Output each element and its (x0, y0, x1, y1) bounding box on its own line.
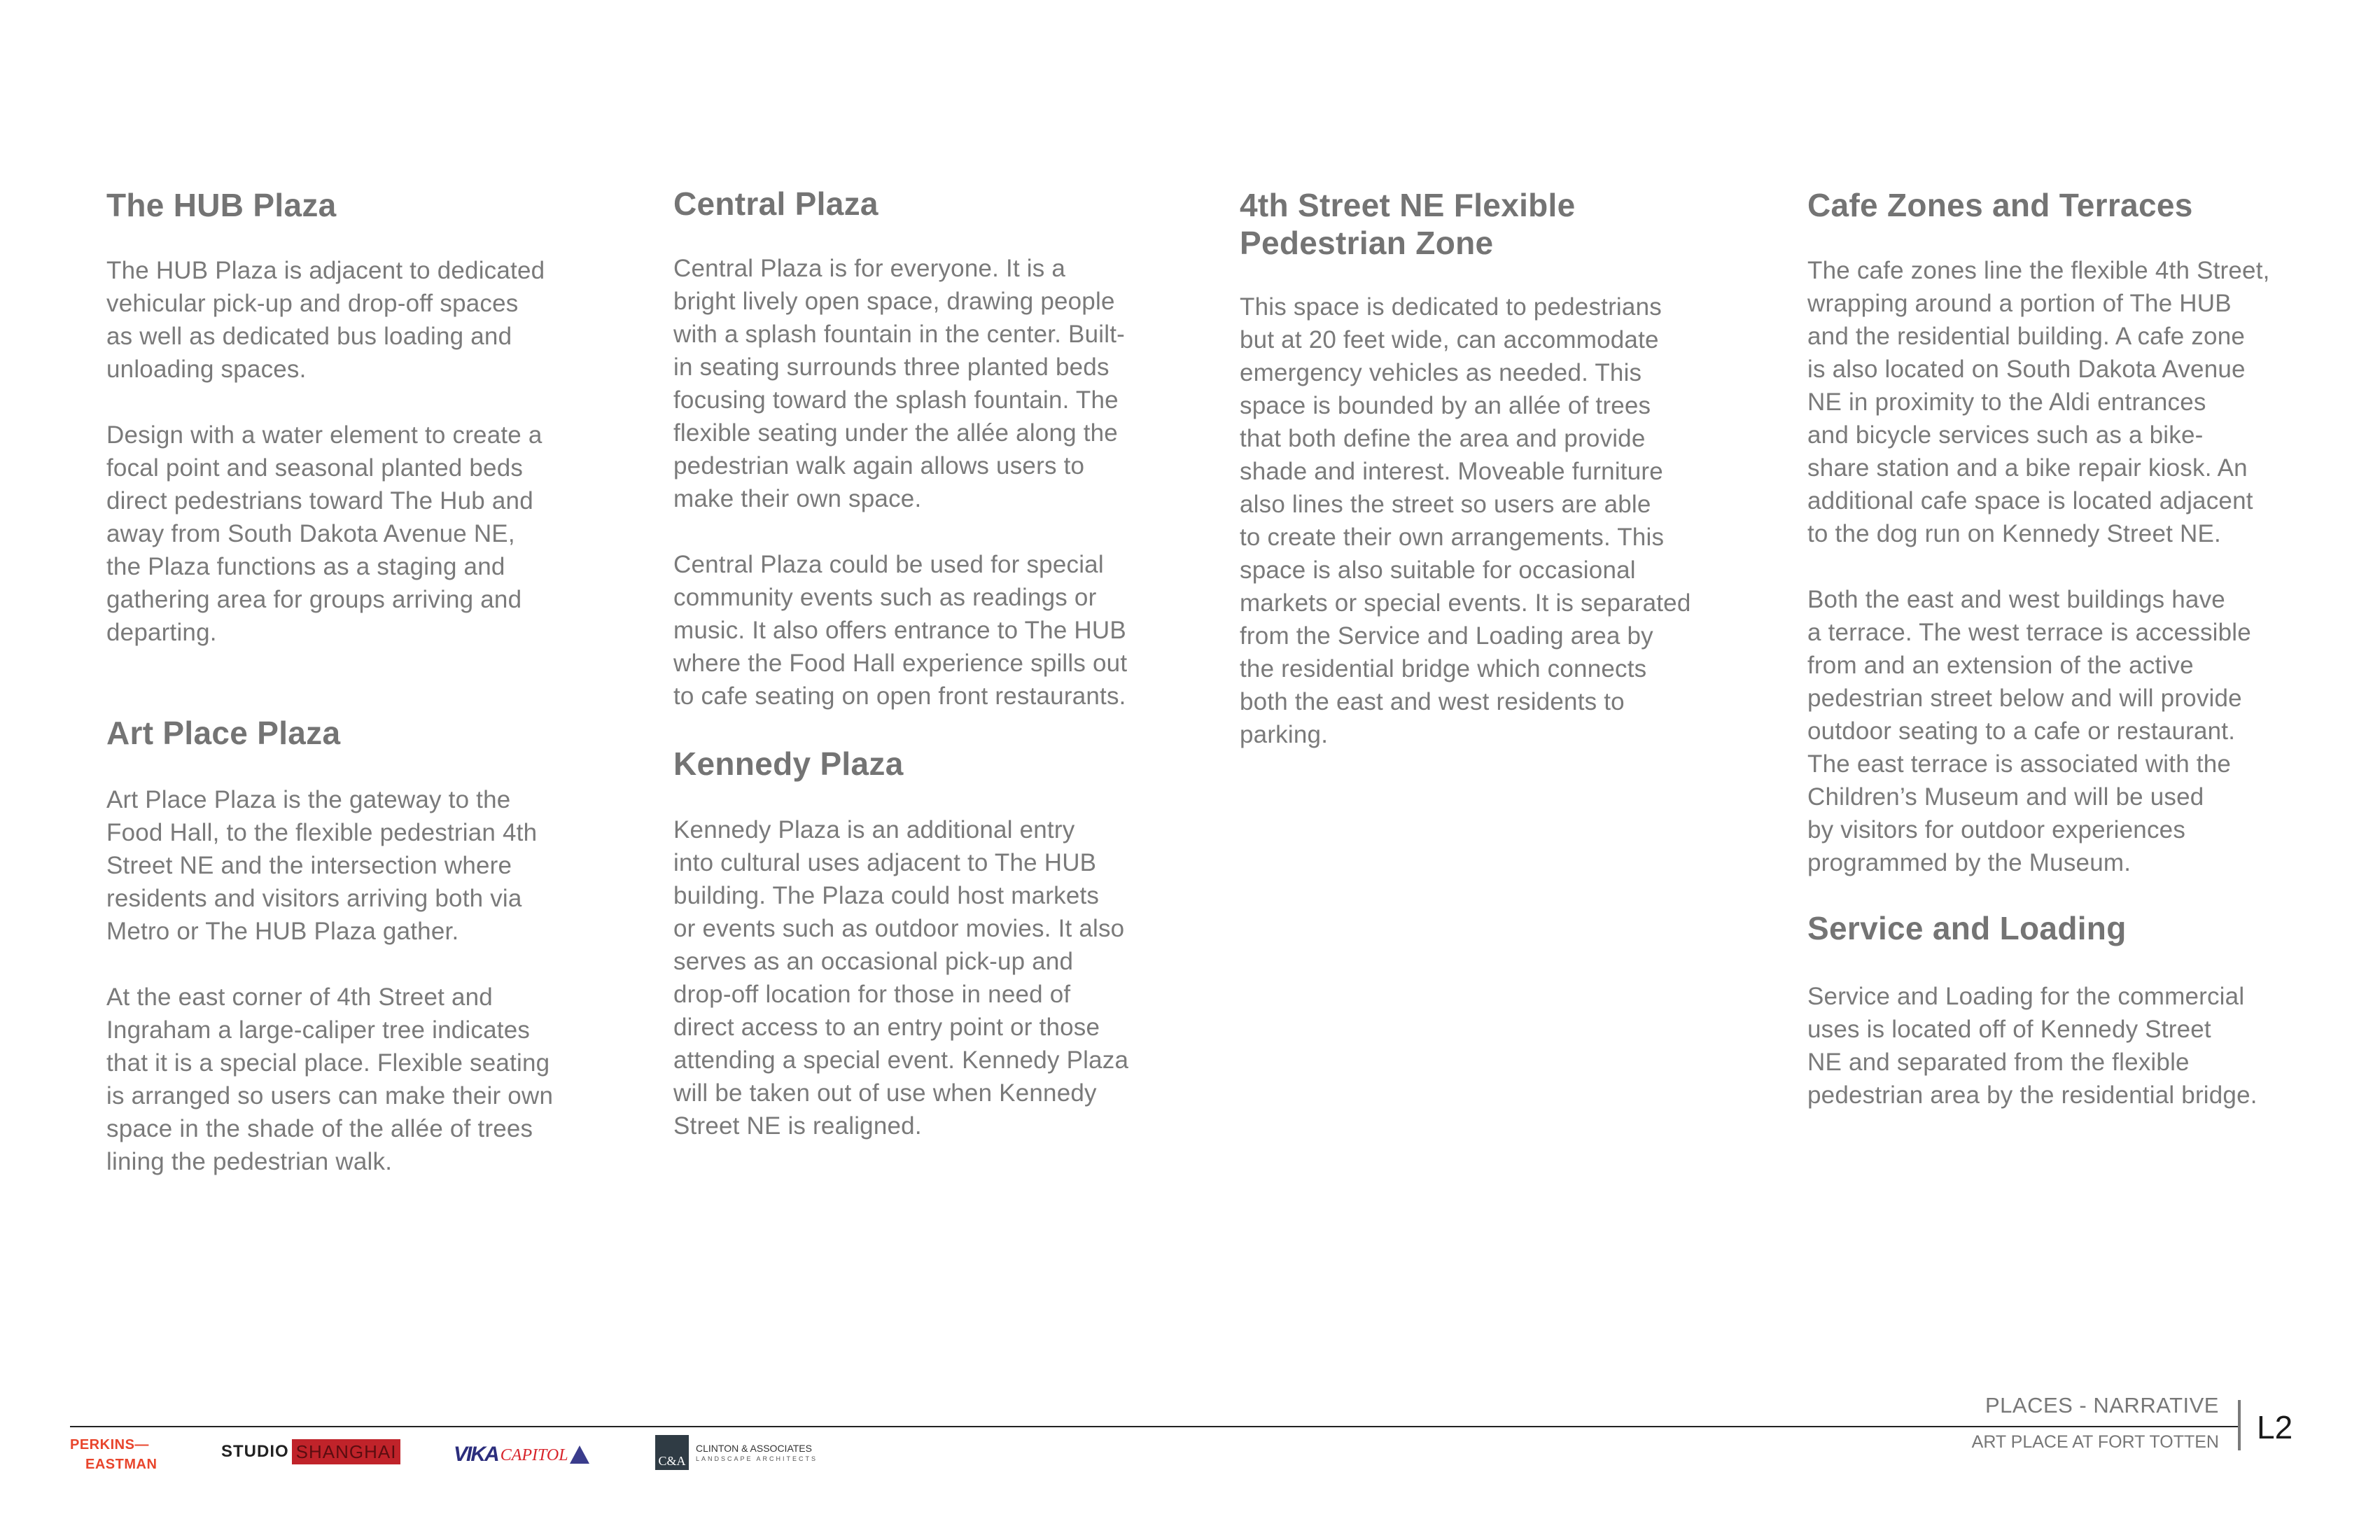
text-line: in seating surrounds three planted beds (673, 354, 1110, 381)
text-line: direct access to an entry point or those (673, 1014, 1100, 1041)
section-body (106, 783, 553, 1178)
text-line: residents and visitors arriving both via (106, 885, 522, 912)
text-line: gathering area for groups arriving and (106, 586, 522, 613)
section-body (1807, 254, 2270, 879)
studio-shanghai-logo (221, 1440, 400, 1464)
text-line: Service and Loading for the commercial (1807, 983, 2245, 1010)
section-cafe-zones-and-terraces (1807, 186, 2270, 879)
text-line: additional cafe space is located adjacent (1807, 487, 2253, 514)
text-line: Street NE is realigned. (673, 1112, 922, 1140)
text-line: pedestrian walk again allows users to (673, 452, 1085, 479)
text-line: The cafe zones line the flexible 4th Street, (1807, 257, 2270, 284)
section-heading (106, 714, 553, 752)
text-line: into cultural uses adjacent to The HUB (673, 849, 1097, 876)
text-line: share station and a bike repair kiosk. An (1807, 454, 2248, 482)
text-line: will be taken out of use when Kennedy (673, 1079, 1097, 1107)
text-line: unloading spaces. (106, 356, 307, 383)
text-line: wrapping around a portion of The HUB (1807, 290, 2232, 317)
footer-project-name: ART PLACE AT FORT TOTTEN (1971, 1432, 2219, 1452)
text-line: departing. (106, 619, 217, 646)
text-line: away from South Dakota Avenue NE, (106, 520, 515, 547)
text-line: flexible seating under the allée along the (673, 419, 1118, 447)
paragraph (673, 813, 1128, 1142)
text-line: Central Plaza could be used for special (673, 551, 1104, 578)
text-line: attending a special event. Kennedy Plaza (673, 1046, 1129, 1074)
clinton-logo-text (696, 1443, 818, 1462)
text-line: Street NE and the intersection where (106, 852, 512, 879)
text-line: Design with a water element to create a (106, 421, 542, 449)
text-line: also lines the street so users are able (1240, 491, 1651, 518)
text-line: focusing toward the splash fountain. The (673, 386, 1119, 414)
capitol-dome-icon (570, 1446, 589, 1464)
section-heading (1807, 909, 2258, 947)
text-line: serves as an occasional pick-up and (673, 948, 1074, 975)
text-line: Ingraham a large-caliper tree indicates (106, 1016, 531, 1044)
perkins-eastman-logo-line2: EASTMAN (85, 1457, 158, 1472)
text-line: NE and separated from the flexible (1807, 1049, 2190, 1076)
paragraph (1240, 290, 1691, 751)
page-number: L2 (2257, 1409, 2293, 1446)
perkins-eastman-logo-line1: PERKINS— (70, 1437, 149, 1452)
footer-vertical-divider (2238, 1400, 2241, 1450)
text-line: programmed by the Museum. (1807, 849, 2132, 876)
text-line: the Plaza functions as a staging and (106, 553, 505, 580)
section-heading-line: The HUB Plaza (106, 187, 337, 223)
text-line: markets or special events. It is separated (1240, 589, 1691, 617)
paragraph (1807, 980, 2258, 1112)
text-line: pedestrian street below and will provide (1807, 685, 2242, 712)
text-line: space is also suitable for occasional (1240, 556, 1636, 584)
section-kennedy-plaza (673, 745, 1128, 1142)
text-line: building. The Plaza could host markets (673, 882, 1100, 909)
section-heading (1807, 186, 2270, 224)
paragraph (106, 254, 545, 386)
vika-logo-mark: VIKA (454, 1443, 498, 1466)
text-line: a terrace. The west terrace is accessible (1807, 619, 2251, 646)
paragraph (1807, 254, 2270, 550)
section-central-plaza (673, 185, 1127, 713)
text-line: and the residential building. A cafe zone (1807, 323, 2246, 350)
capitol-logo-text: CAPITOL (500, 1446, 568, 1464)
paragraph (106, 981, 553, 1178)
text-line: make their own space. (673, 485, 922, 512)
text-line: vehicular pick-up and drop-off spaces (106, 290, 519, 317)
text-line: bright lively open space, drawing people (673, 288, 1115, 315)
text-line: uses is located off of Kennedy Street (1807, 1016, 2211, 1043)
section-art-place-plaza (106, 714, 553, 1178)
footer-divider (70, 1426, 2239, 1427)
text-line: space in the shade of the allée of trees (106, 1115, 533, 1142)
text-line: that both define the area and provide (1240, 425, 1646, 452)
section-heading-line: Kennedy Plaza (673, 746, 904, 782)
text-line: and bicycle services such as a bike- (1807, 421, 2204, 449)
text-line: from and an extension of the active (1807, 652, 2194, 679)
text-line: is also located on South Dakota Avenue (1807, 356, 2246, 383)
text-line: space is bounded by an allée of trees (1240, 392, 1651, 419)
footer-section-title: PLACES - NARRATIVE (1984, 1393, 2219, 1418)
text-line: is arranged so users can make their own (106, 1082, 554, 1110)
text-line: direct pedestrians toward The Hub and (106, 487, 533, 514)
clinton-associates-logo (655, 1435, 818, 1470)
perkins-eastman-logo (70, 1435, 157, 1474)
vika-capitol-logo (454, 1442, 589, 1466)
text-line: where the Food Hall experience spills out (673, 650, 1128, 677)
paragraph (1807, 583, 2270, 879)
text-line: Art Place Plaza is the gateway to the (106, 786, 511, 813)
text-line: shade and interest. Moveable furniture (1240, 458, 1663, 485)
section-heading (673, 185, 1127, 223)
text-line: emergency vehicles as needed. This (1240, 359, 1642, 386)
text-line: both the east and west residents to (1240, 688, 1625, 715)
section-body (1807, 980, 2258, 1112)
text-line: with a splash fountain in the center. Built- (673, 321, 1126, 348)
text-line: parking. (1240, 721, 1329, 748)
text-line: pedestrian area by the residential bridge. (1807, 1082, 2258, 1109)
studio-shanghai-logo-studio: STUDIO (221, 1442, 289, 1461)
text-line: Food Hall, to the flexible pedestrian 4th (106, 819, 538, 846)
text-line: Both the east and west buildings have (1807, 586, 2225, 613)
text-line: outdoor seating to a cafe or restaurant. (1807, 718, 2236, 745)
text-line: lining the pedestrian walk. (106, 1148, 393, 1175)
section-body (673, 252, 1127, 713)
section-body (1240, 290, 1691, 751)
text-line: drop-off location for those in need of (673, 981, 1071, 1008)
text-line: NE in proximity to the Aldi entrances (1807, 388, 2206, 416)
text-line: but at 20 feet wide, can accommodate (1240, 326, 1659, 354)
text-line: The east terrace is associated with the (1807, 750, 2232, 778)
text-line: Children’s Museum and will be used (1807, 783, 2204, 811)
text-line: At the east corner of 4th Street and (106, 983, 493, 1011)
section-heading-line: Pedestrian Zone (1240, 225, 1494, 261)
paragraph (673, 548, 1127, 713)
section-body (673, 813, 1128, 1142)
text-line: Metro or The HUB Plaza gather. (106, 918, 459, 945)
text-line: focal point and seasonal planted beds (106, 454, 524, 482)
section-heading (673, 745, 1128, 783)
section-heading-line: Central Plaza (673, 186, 878, 222)
paragraph (673, 252, 1127, 515)
text-line: to the dog run on Kennedy Street NE. (1807, 520, 2221, 547)
text-line: This space is dedicated to pedestrians (1240, 293, 1662, 321)
text-line: from the Service and Loading area by (1240, 622, 1653, 650)
section-heading (1240, 186, 1691, 262)
text-line: as well as dedicated bus loading and (106, 323, 512, 350)
section-service-and-loading (1807, 909, 2258, 1112)
paragraph (106, 783, 553, 948)
text-line: Central Plaza is for everyone. It is a (673, 255, 1066, 282)
section-4th-street-flexible-pedestrian-zone (1240, 186, 1691, 751)
section-body (106, 254, 545, 649)
text-line: The HUB Plaza is adjacent to dedicated (106, 257, 545, 284)
section-heading-line: Art Place Plaza (106, 715, 341, 751)
section-hub-plaza (106, 186, 545, 649)
text-line: by visitors for outdoor experiences (1807, 816, 2186, 844)
section-heading-line: Service and Loading (1807, 910, 2127, 946)
text-line: the residential bridge which connects (1240, 655, 1647, 682)
section-heading (106, 186, 545, 224)
text-line: or events such as outdoor movies. It also (673, 915, 1125, 942)
section-heading-line: 4th Street NE Flexible (1240, 187, 1576, 223)
clinton-logo-name: CLINTON & ASSOCIATES (696, 1443, 812, 1454)
clinton-logo-mark: C&A (655, 1435, 689, 1470)
text-line: community events such as readings or (673, 584, 1097, 611)
clinton-logo-tagline: LANDSCAPE ARCHITECTS (696, 1455, 818, 1462)
text-line: that it is a special place. Flexible seating (106, 1049, 550, 1077)
paragraph (106, 419, 545, 649)
text-line: music. It also offers entrance to The HUB (673, 617, 1126, 644)
text-line: to cafe seating on open front restaurants. (673, 682, 1126, 710)
section-heading-line: Cafe Zones and Terraces (1807, 187, 2193, 223)
studio-shanghai-logo-shanghai: SHANGHAI (292, 1439, 401, 1464)
text-line: to create their own arrangements. This (1240, 524, 1665, 551)
text-line: Kennedy Plaza is an additional entry (673, 816, 1075, 844)
